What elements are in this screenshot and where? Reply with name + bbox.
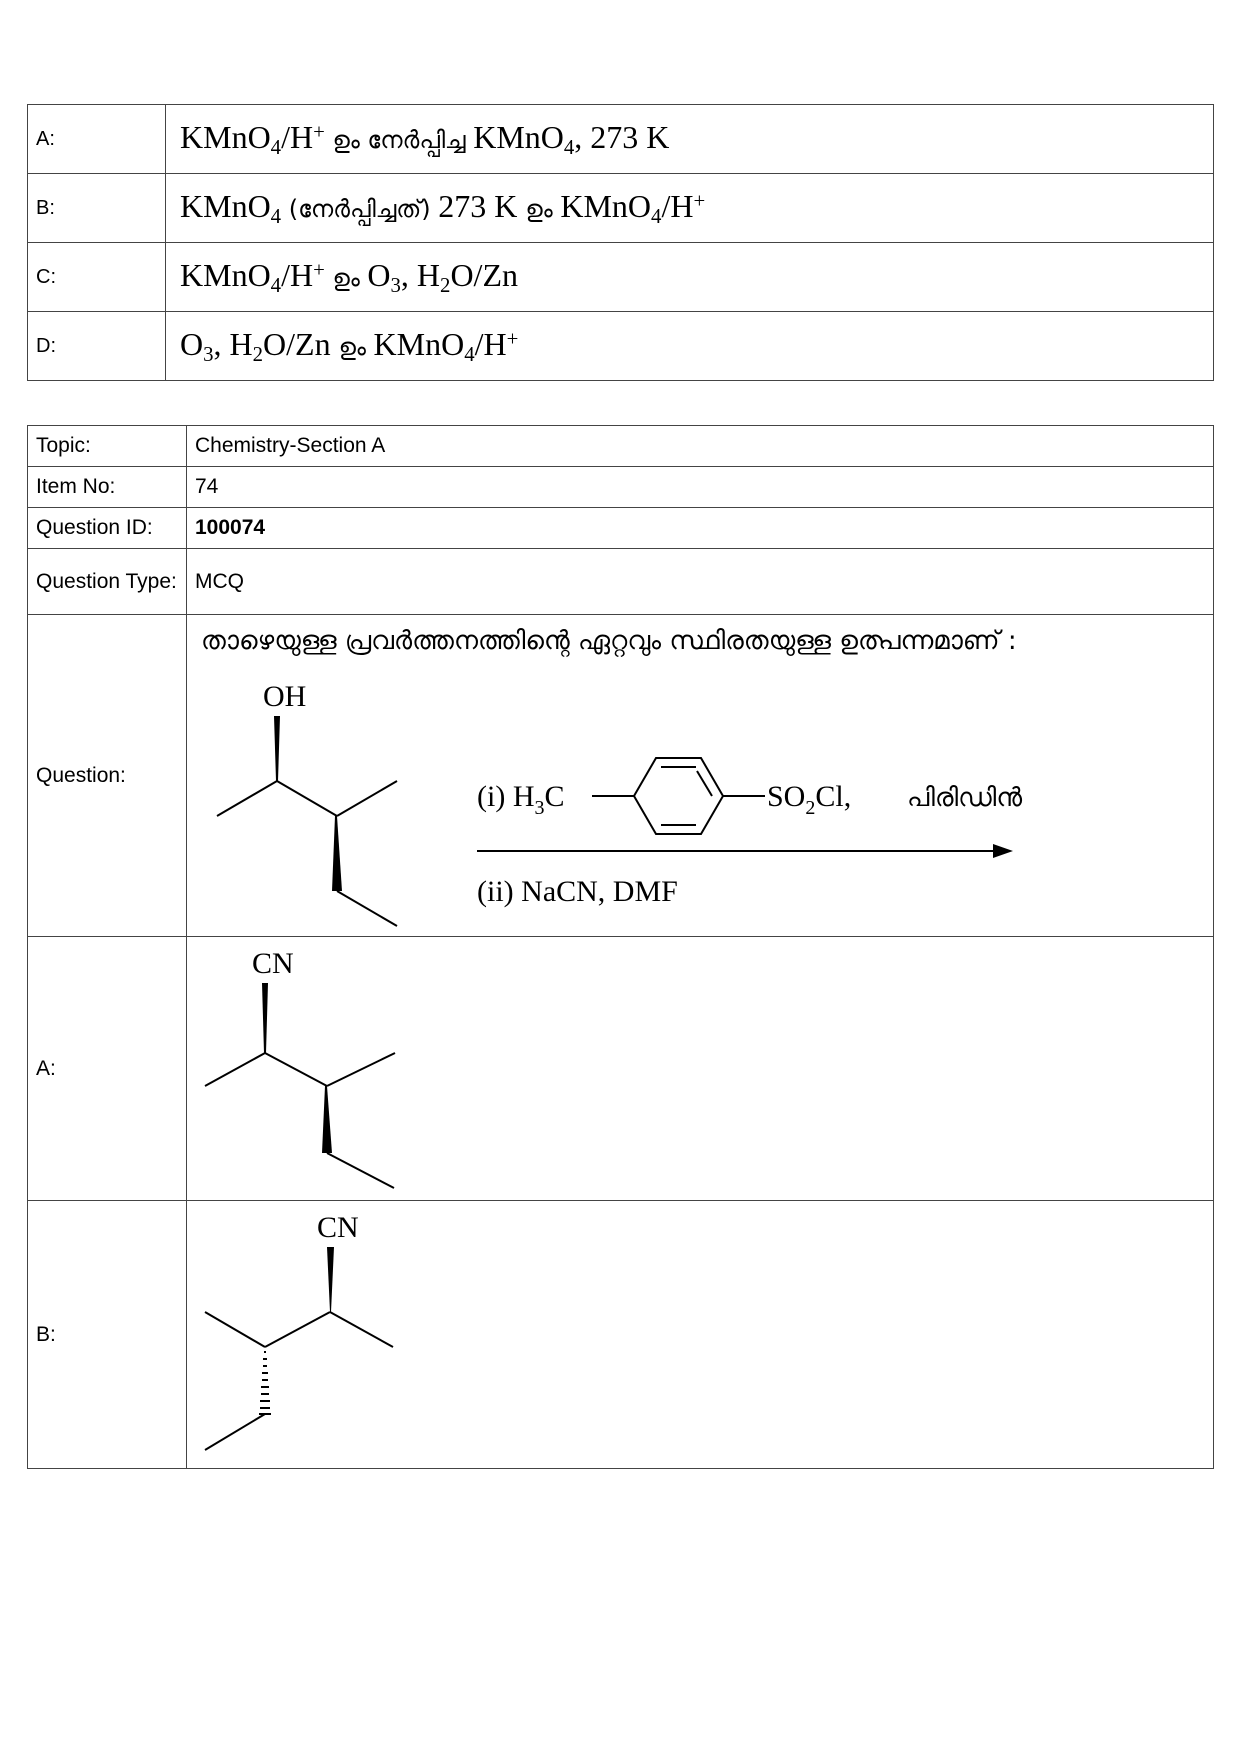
cn-label: CN [317, 1210, 359, 1244]
question-id-row [28, 508, 1214, 549]
question-type-row [28, 549, 1214, 615]
option-row-d [28, 312, 1214, 381]
cn-label: CN [252, 946, 294, 980]
question-content [187, 616, 1213, 936]
option-value: $O_3$, $H_2O/Zn$ ഉം KMnO$_4$/H+ [166, 312, 1214, 381]
option-label: D: [28, 312, 166, 381]
wedge-bond-cn [262, 983, 268, 1053]
topic-value: Chemistry-Section A [187, 426, 1214, 467]
question-type-value: MCQ [187, 549, 1214, 615]
oh-label: OH [263, 679, 307, 713]
option-a-label: A: [28, 937, 187, 1201]
option-a-row [28, 937, 1214, 1201]
option-row-b [28, 174, 1214, 243]
option-b-cell [187, 1201, 1214, 1469]
option-b-label: B: [28, 1201, 187, 1469]
question-cell [187, 615, 1214, 937]
sulfonyl-chloride-text: $SO_2Cl$, [767, 779, 852, 819]
topic-row [28, 426, 1214, 467]
option-label: B: [28, 174, 166, 243]
option-a-structure [187, 938, 487, 1200]
question-text: താഴെയുള്ള പ്രവർത്തനത്തിന്റെ ഏറ്റവും സ്ഥിരതയുള്ള ഉത്പന്നമാണ് : [201, 625, 1017, 656]
item-no-value: 74 [187, 467, 1214, 508]
benzene-ring [634, 758, 723, 834]
pyridine-text: പിരിഡിൻ [907, 782, 1023, 813]
option-b-structure [187, 1202, 487, 1468]
option-a-cell [187, 937, 1214, 1201]
option-b-skeleton [205, 1312, 393, 1450]
option-value: KMnO$_4$/H+ ഉം നേർപ്പിച്ച KMnO$_4$, 273 K [166, 105, 1214, 174]
step1-text: (i) $H_3C$ [477, 779, 565, 819]
question-type-label: Question Type: [28, 549, 187, 615]
question-id-label: Question ID: [28, 508, 187, 549]
option-b-row [28, 1201, 1214, 1469]
option-row-c [28, 243, 1214, 312]
reactant-skeleton [217, 781, 397, 926]
wedge-bond-cn [327, 1247, 334, 1312]
option-value: KMnO$_4$ (നേർപ്പിച്ചത്) 273 K ഉം KMnO$_4$/H+ [166, 174, 1214, 243]
option-label: C: [28, 243, 166, 312]
reaction-arrow-head [993, 844, 1013, 858]
hash-bond-ethyl [259, 1352, 271, 1414]
option-a-skeleton [205, 1053, 395, 1188]
wedge-bond-ethyl [332, 816, 342, 891]
question-row [28, 615, 1214, 937]
item-no-row [28, 467, 1214, 508]
question-label: Question: [28, 615, 187, 937]
step2-text: (ii) NaCN, DMF [477, 874, 678, 908]
previous-options-table [27, 104, 1214, 381]
option-label: A: [28, 105, 166, 174]
topic-label: Topic: [28, 426, 187, 467]
question-id-value: 100074 [187, 508, 1214, 549]
question-table [27, 425, 1214, 1469]
wedge-bond-oh [274, 716, 280, 781]
option-value: KMnO$_4$/H+ ഉം $O_3$, $H_2O/Zn$ [166, 243, 1214, 312]
wedge-bond-ethyl [322, 1086, 332, 1153]
reaction-scheme [187, 616, 1202, 936]
item-no-label: Item No: [28, 467, 187, 508]
option-row-a [28, 105, 1214, 174]
